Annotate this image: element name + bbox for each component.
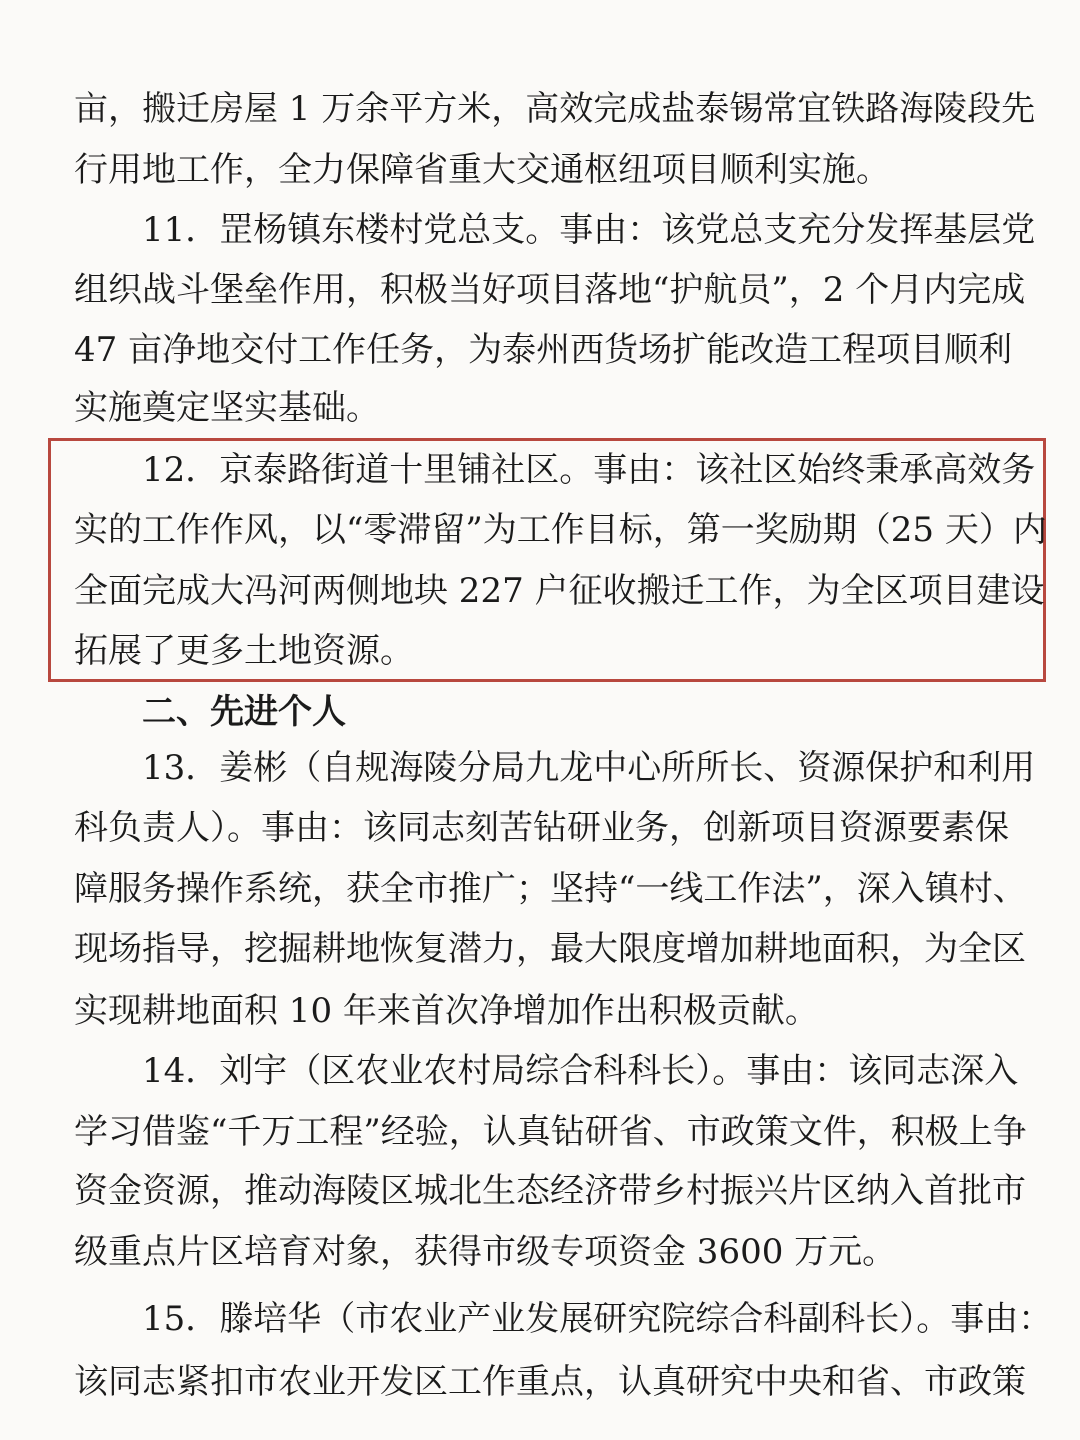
text-line-1: 亩，搬迁房屋 1 万余平方米，高效完成盐泰锡常宜铁路海陵段先: [74, 89, 1036, 129]
item-11-line-3: 47 亩净地交付工作任务，为泰州西货场扩能改造工程项目顺利: [74, 330, 1013, 370]
item-15-first-line: 15．滕培华（市农业产业发展研究院综合科副科长）。事由：: [142, 1299, 1053, 1339]
item-11-line-4: 实施奠定坚实基础。: [74, 388, 380, 428]
item-15-line-2: 该同志紧扣市农业开发区工作重点，认真研究中央和省、市政策: [74, 1362, 1026, 1402]
item-11-first-line: 11．罡杨镇东楼村党总支。事由：该党总支充分发挥基层党: [142, 210, 1036, 250]
text-line-2: 行用地工作，全力保障省重大交通枢纽项目顺利实施。: [74, 150, 890, 190]
item-14-line-4: 级重点片区培育对象，获得市级专项资金 3600 万元。: [74, 1232, 897, 1272]
item-12-line-3: 全面完成大冯河两侧地块 227 户征收搬迁工作，为全区项目建设: [74, 571, 1045, 611]
item-12-line-4: 拓展了更多土地资源。: [74, 631, 414, 671]
item-14-line-2: 学习借鉴“千万工程”经验，认真钻研省、市政策文件，积极上争: [74, 1112, 1027, 1152]
item-13-line-3: 障服务操作系统，获全市推广；坚持“一线工作法”，深入镇村、: [74, 869, 1027, 909]
item-11-line-2: 组织战斗堡垒作用，积极当好项目落地“护航员”，2 个月内完成: [74, 270, 1026, 310]
item-14-first-line: 14．刘宇（区农业农村局综合科科长）。事由：该同志深入: [142, 1051, 1019, 1091]
item-13-line-2: 科负责人）。事由：该同志刻苦钻研业务，创新项目资源要素保: [74, 808, 1009, 848]
item-12-line-2: 实的工作作风，以“零滞留”为工作目标，第一奖励期（25 天）内: [74, 510, 1047, 550]
item-12-first-line: 12．京泰路街道十里铺社区。事由：该社区始终秉承高效务: [142, 450, 1036, 490]
item-13-line-4: 现场指导，挖掘耕地恢复潜力，最大限度增加耕地面积，为全区: [74, 929, 1026, 969]
item-13-line-5: 实现耕地面积 10 年来首次净增加作出积极贡献。: [74, 991, 819, 1031]
item-13-first-line: 13．姜彬（自规海陵分局九龙中心所所长、资源保护和利用: [142, 748, 1036, 788]
section-heading-advanced-individuals: 二、先进个人: [142, 692, 346, 732]
item-14-line-3: 资金资源，推动海陵区城北生态经济带乡村振兴片区纳入首批市: [74, 1171, 1026, 1211]
